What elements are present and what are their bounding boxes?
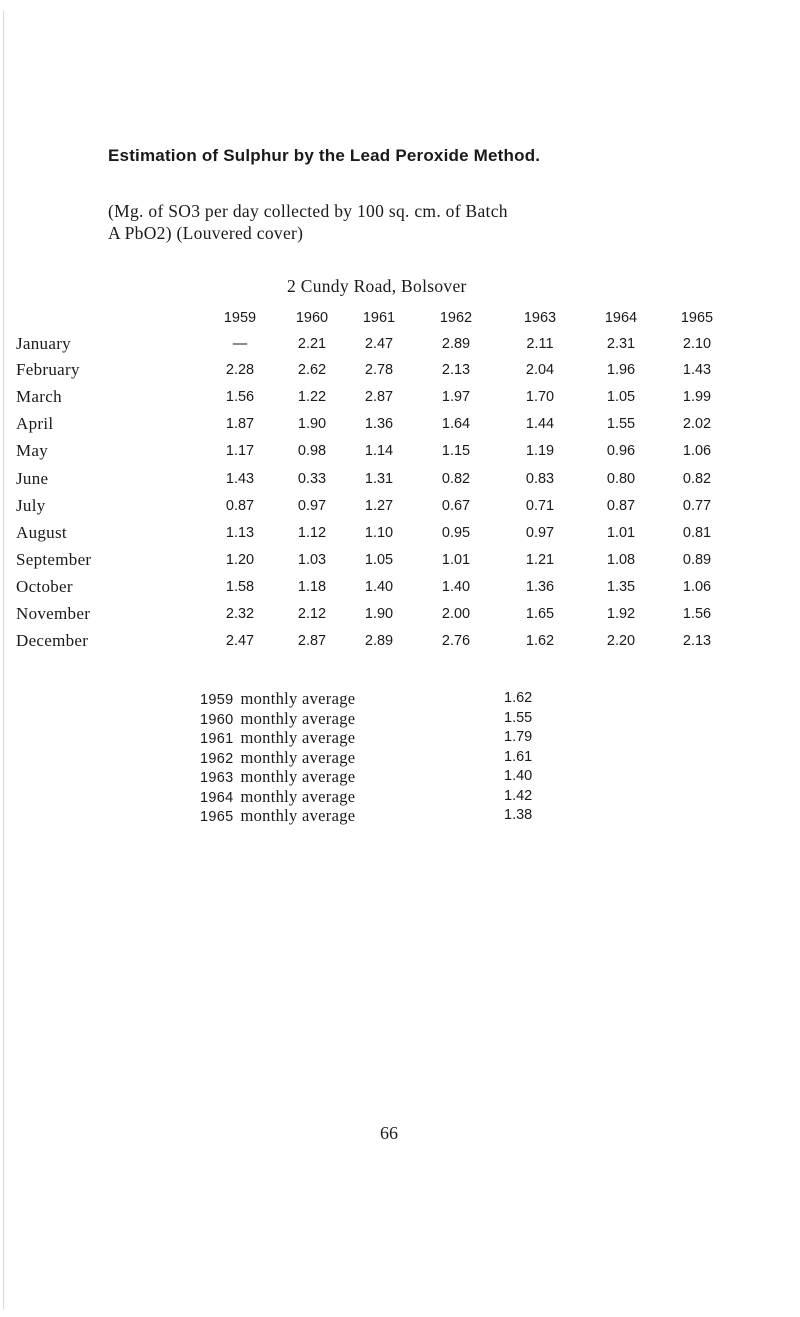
- average-year: 1962: [200, 750, 234, 767]
- average-label: [200, 767, 355, 787]
- table-cell: 2.31: [606, 336, 636, 352]
- average-value: 1.42: [504, 787, 533, 804]
- month-label: September: [16, 550, 92, 569]
- table-cell: 1.65: [525, 606, 555, 622]
- table-cell: 1.06: [682, 443, 712, 459]
- table-cell: 1.08: [606, 552, 636, 568]
- table-cell: 1.21: [525, 552, 555, 568]
- average-label: [200, 709, 355, 729]
- table-cell: 2.78: [364, 362, 394, 378]
- average-text: monthly average: [240, 728, 356, 747]
- table-cell: 0.97: [525, 525, 555, 541]
- year-header: 1961: [362, 310, 396, 326]
- measurement-description: [108, 200, 508, 244]
- table-cell: 1.17: [225, 443, 255, 459]
- table-cell: 2.89: [441, 336, 471, 352]
- table-cell: 0.83: [525, 471, 555, 487]
- average-year: 1961: [200, 731, 234, 747]
- table-cell: 2.02: [682, 416, 712, 432]
- table-cell: 1.19: [525, 443, 555, 459]
- table-cell: 1.35: [606, 579, 636, 595]
- table-cell: 1.99: [682, 389, 712, 405]
- average-value: 1.79: [504, 729, 533, 745]
- table-cell: 0.95: [441, 525, 471, 541]
- table-cell: 1.58: [225, 579, 255, 595]
- table-cell: 1.40: [364, 579, 394, 595]
- table-cell: 2.10: [682, 336, 712, 352]
- table-cell: 0.97: [297, 498, 327, 514]
- table-cell: 2.62: [297, 362, 327, 378]
- table-cell: 1.64: [441, 416, 471, 432]
- average-year: 1965: [200, 809, 234, 825]
- table-cell: 2.32: [225, 606, 255, 622]
- month-label: March: [16, 387, 62, 406]
- table-cell: 0.98: [297, 443, 327, 459]
- year-header: 1965: [680, 310, 714, 326]
- table-cell: 0.67: [441, 498, 471, 514]
- table-cell: 1.55: [606, 416, 636, 432]
- month-label: December: [16, 631, 89, 650]
- table-cell: 2.87: [364, 389, 394, 405]
- table-cell: 1.43: [225, 471, 255, 487]
- average-text: monthly average: [240, 767, 356, 786]
- table-cell: 0.33: [297, 471, 327, 487]
- table-cell: 1.56: [682, 606, 712, 622]
- table-cell: 2.11: [526, 336, 554, 352]
- table-cell: 1.22: [297, 389, 327, 405]
- table-cell: 2.89: [364, 633, 394, 649]
- site-location: 2 Cundy Road, Bolsover: [287, 276, 467, 296]
- table-cell: 1.87: [225, 416, 255, 432]
- table-cell: 2.28: [225, 362, 255, 378]
- table-cell: 1.20: [225, 552, 255, 568]
- table-cell: 1.36: [364, 416, 394, 432]
- average-text: monthly average: [240, 806, 356, 825]
- month-label: May: [16, 441, 49, 460]
- scan-edge-rule: [3, 10, 4, 1310]
- table-cell: 1.06: [682, 579, 712, 595]
- document-title: Estimation of Sulphur by the Lead Peroxide Method.: [108, 146, 541, 165]
- average-year: 1960: [200, 711, 234, 728]
- page-number: 66: [380, 1123, 398, 1143]
- table-cell: 2.13: [682, 633, 712, 649]
- table-cell: 1.31: [364, 471, 394, 487]
- table-cell: 2.87: [297, 633, 327, 649]
- average-year: 1963: [200, 770, 234, 786]
- table-cell: 1.62: [525, 633, 555, 649]
- year-header: 1959: [223, 310, 257, 326]
- average-text: monthly average: [240, 689, 356, 708]
- average-label: [200, 689, 355, 709]
- table-cell: 0.87: [225, 498, 255, 514]
- table-cell: 1.90: [297, 416, 327, 432]
- subtitle-line-1: (Mg. of SO3 per day collected by 100 sq. cm. of Batch: [108, 201, 508, 221]
- table-cell: 0.87: [606, 498, 636, 514]
- table-cell: 2.04: [525, 362, 555, 378]
- table-cell: 2.47: [364, 336, 394, 352]
- average-value: 1.62: [504, 690, 533, 706]
- subtitle-line-2: A PbO2) (Louvered cover): [108, 223, 304, 243]
- table-cell: 0.82: [441, 471, 471, 487]
- table-cell: 1.90: [364, 606, 394, 622]
- table-cell: —: [232, 336, 248, 352]
- average-text: monthly average: [240, 747, 356, 767]
- table-cell: 1.05: [364, 552, 394, 568]
- average-value: 1.61: [504, 748, 533, 765]
- table-cell: 1.27: [364, 498, 394, 514]
- table-cell: 2.47: [225, 633, 255, 649]
- table-cell: 2.20: [606, 633, 636, 649]
- table-cell: 1.36: [525, 579, 555, 595]
- table-cell: 0.89: [682, 552, 712, 568]
- average-text: monthly average: [240, 708, 356, 728]
- table-cell: 1.03: [297, 552, 327, 568]
- average-label: [200, 728, 355, 748]
- table-cell: 1.96: [606, 362, 636, 378]
- table-cell: 1.18: [297, 579, 327, 595]
- table-cell: 2.12: [297, 606, 327, 622]
- month-label: January: [16, 334, 71, 353]
- table-cell: 1.14: [364, 443, 394, 459]
- table-cell: 0.96: [606, 443, 636, 459]
- average-label: [200, 787, 355, 807]
- table-cell: 0.71: [525, 498, 555, 514]
- table-cell: 1.70: [525, 389, 555, 405]
- table-cell: 1.97: [441, 389, 471, 405]
- table-cell: 1.56: [225, 389, 255, 405]
- month-label: July: [16, 496, 46, 515]
- month-label: June: [16, 469, 49, 488]
- month-label: October: [16, 577, 73, 596]
- table-cell: 2.00: [441, 606, 471, 622]
- table-cell: 1.13: [225, 525, 255, 541]
- table-cell: 1.40: [441, 579, 471, 595]
- month-label: April: [16, 414, 54, 433]
- table-cell: 1.12: [297, 525, 327, 541]
- month-label: February: [16, 360, 80, 379]
- table-cell: 1.44: [525, 416, 555, 432]
- average-value: 1.55: [504, 709, 533, 726]
- average-value: 1.38: [504, 807, 533, 823]
- year-header: 1963: [523, 310, 557, 326]
- year-header: 1962: [439, 310, 473, 326]
- table-cell: 1.92: [606, 606, 636, 622]
- table-cell: 1.05: [606, 389, 636, 405]
- table-cell: 0.82: [682, 471, 712, 487]
- table-cell: 0.81: [682, 525, 712, 541]
- year-header: 1960: [295, 310, 329, 326]
- average-value: 1.40: [504, 768, 533, 784]
- table-cell: 1.01: [441, 552, 471, 568]
- average-year: 1959: [200, 692, 234, 708]
- table-cell: 1.01: [606, 525, 636, 541]
- average-text: monthly average: [240, 786, 356, 806]
- month-label: November: [16, 604, 91, 623]
- average-label: [200, 806, 355, 826]
- table-cell: 0.77: [682, 498, 712, 514]
- table-cell: 2.76: [441, 633, 471, 649]
- year-header: 1964: [604, 310, 638, 326]
- table-cell: 1.15: [441, 443, 471, 459]
- month-label: August: [16, 523, 67, 542]
- table-cell: 2.13: [441, 362, 471, 378]
- average-label: [200, 748, 355, 768]
- table-cell: 2.21: [297, 336, 327, 352]
- table-cell: 0.80: [606, 471, 636, 487]
- table-cell: 1.43: [682, 362, 712, 378]
- table-cell: 1.10: [364, 525, 394, 541]
- average-year: 1964: [200, 789, 234, 806]
